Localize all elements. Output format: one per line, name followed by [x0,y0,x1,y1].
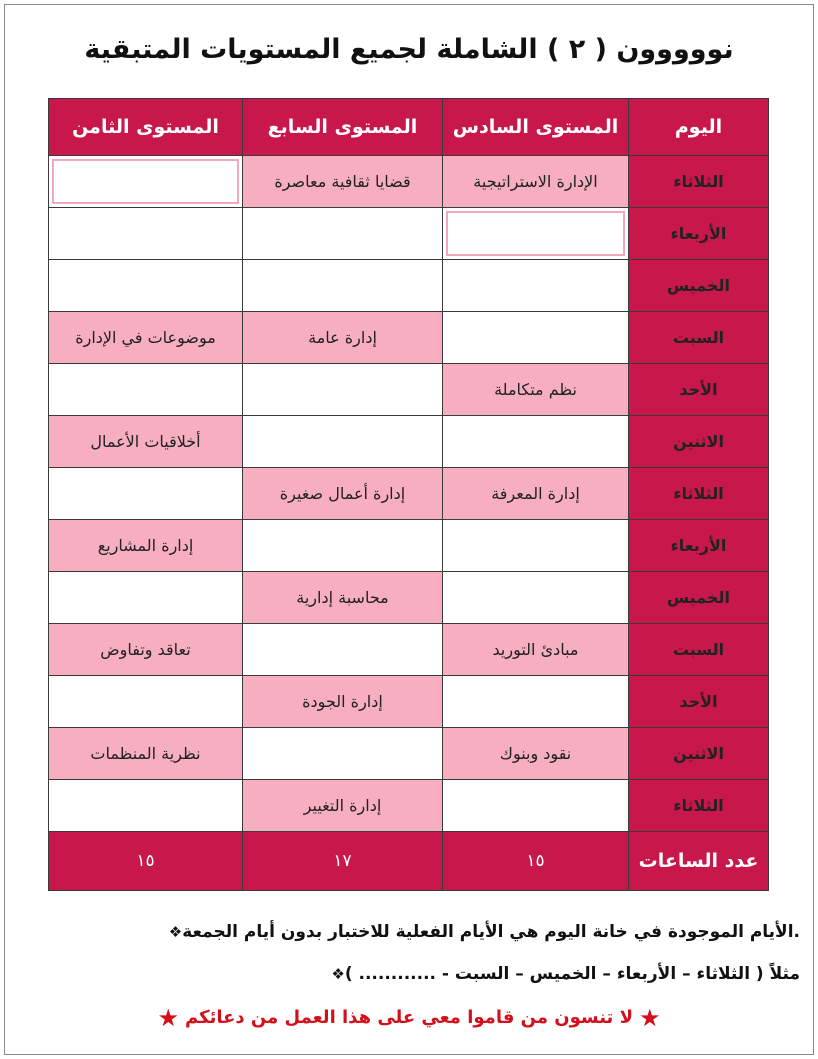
course-cell-l8: تعاقد وتفاوض [49,624,243,676]
page-title: نووووون ( ٢ ) الشاملة لجميع المستويات المتبقية [84,34,734,65]
course-cell-l7: إدارة الجودة [243,676,443,728]
star-icon: ★ [157,1004,179,1032]
course-cell-l8 [49,208,243,260]
course-cell-l7: إدارة التغيير [243,780,443,832]
note-dua-text: لا تنسون من قاموا معي على هذا العمل من دعائكم [185,1007,633,1028]
course-cell-l6 [443,780,629,832]
table-row [49,364,769,416]
course-cell-l8 [49,780,243,832]
diamond-bullet-icon: ❖ [168,923,183,941]
table-row [49,156,769,208]
header-level-6: المستوى السادس [443,99,629,156]
day-cell: الثلاثاء [629,156,769,208]
course-cell-l6: مبادئ التوريد [443,624,629,676]
course-cell-l8 [49,572,243,624]
note-dua [0,1004,818,1032]
day-cell: الأحد [629,676,769,728]
course-cell-l8 [49,156,243,208]
course-cell-l8 [49,364,243,416]
course-cell-l8: نظرية المنظمات [49,728,243,780]
course-cell-l7 [243,416,443,468]
course-cell-l8 [49,260,243,312]
course-cell-l6: نقود وبنوك [443,728,629,780]
table-row [49,468,769,520]
star-icon: ★ [638,1004,661,1032]
course-cell-l6: نظم متكاملة [443,364,629,416]
table-row [49,780,769,832]
course-cell-l7 [243,364,443,416]
table-row [49,676,769,728]
header-day: اليوم [629,99,769,156]
day-cell: الثلاثاء [629,468,769,520]
course-cell-l6: الإدارة الاستراتيجية [443,156,629,208]
table-row [49,416,769,468]
course-cell-l7 [243,260,443,312]
course-cell-l8: إدارة المشاريع [49,520,243,572]
table-row [49,208,769,260]
course-text [52,159,239,204]
course-text [446,211,625,256]
table-row [49,572,769,624]
header-level-8: المستوى الثامن [49,99,243,156]
course-cell-l7 [243,728,443,780]
hours-label: عدد الساعات [629,832,769,891]
day-cell: الخميس [629,572,769,624]
course-cell-l6 [443,676,629,728]
course-cell-l7 [243,520,443,572]
course-cell-l7: قضايا ثقافية معاصرة [243,156,443,208]
day-cell: الأحد [629,364,769,416]
course-cell-l8 [49,468,243,520]
hours-level-6: ١٥ [443,832,629,891]
course-cell-l6 [443,416,629,468]
course-cell-l6 [443,520,629,572]
table-row [49,260,769,312]
course-cell-l7 [243,624,443,676]
hours-row [49,832,769,891]
course-cell-l8: موضوعات في الإدارة [49,312,243,364]
course-cell-l7 [243,208,443,260]
note-example-text: مثلاً ( الثلاثاء – الأربعاء – الخميس – السبت - ............ ) [344,964,800,984]
day-cell: الأربعاء [629,520,769,572]
hours-level-7: ١٧ [243,832,443,891]
table-row [49,312,769,364]
note-example [325,964,800,984]
course-cell-l7: إدارة أعمال صغيرة [243,468,443,520]
hours-level-8: ١٥ [49,832,243,891]
note-exam-days [163,922,800,942]
day-cell: الأربعاء [629,208,769,260]
table-row [49,728,769,780]
day-cell: السبت [629,624,769,676]
day-cell: الخميس [629,260,769,312]
course-cell-l6 [443,572,629,624]
table-row [49,520,769,572]
course-cell-l8 [49,676,243,728]
note-exam-days-text: الأيام الموجودة في خانة اليوم هي الأيام الفعلية للاختبار بدون أيام الجمعة. [182,922,800,942]
course-cell-l6 [443,208,629,260]
day-cell: الاثنين [629,728,769,780]
course-cell-l6 [443,260,629,312]
diamond-bullet-icon: ❖ [331,965,345,983]
course-cell-l6: إدارة المعرفة [443,468,629,520]
header-level-7: المستوى السابع [243,99,443,156]
course-cell-l8: أخلاقيات الأعمال [49,416,243,468]
table-row [49,624,769,676]
day-cell: الاثنين [629,416,769,468]
course-cell-l7: محاسبة إدارية [243,572,443,624]
header-row [49,99,769,156]
day-cell: الثلاثاء [629,780,769,832]
course-cell-l6 [443,312,629,364]
exam-schedule-table [48,98,769,891]
day-cell: السبت [629,312,769,364]
course-cell-l7: إدارة عامة [243,312,443,364]
